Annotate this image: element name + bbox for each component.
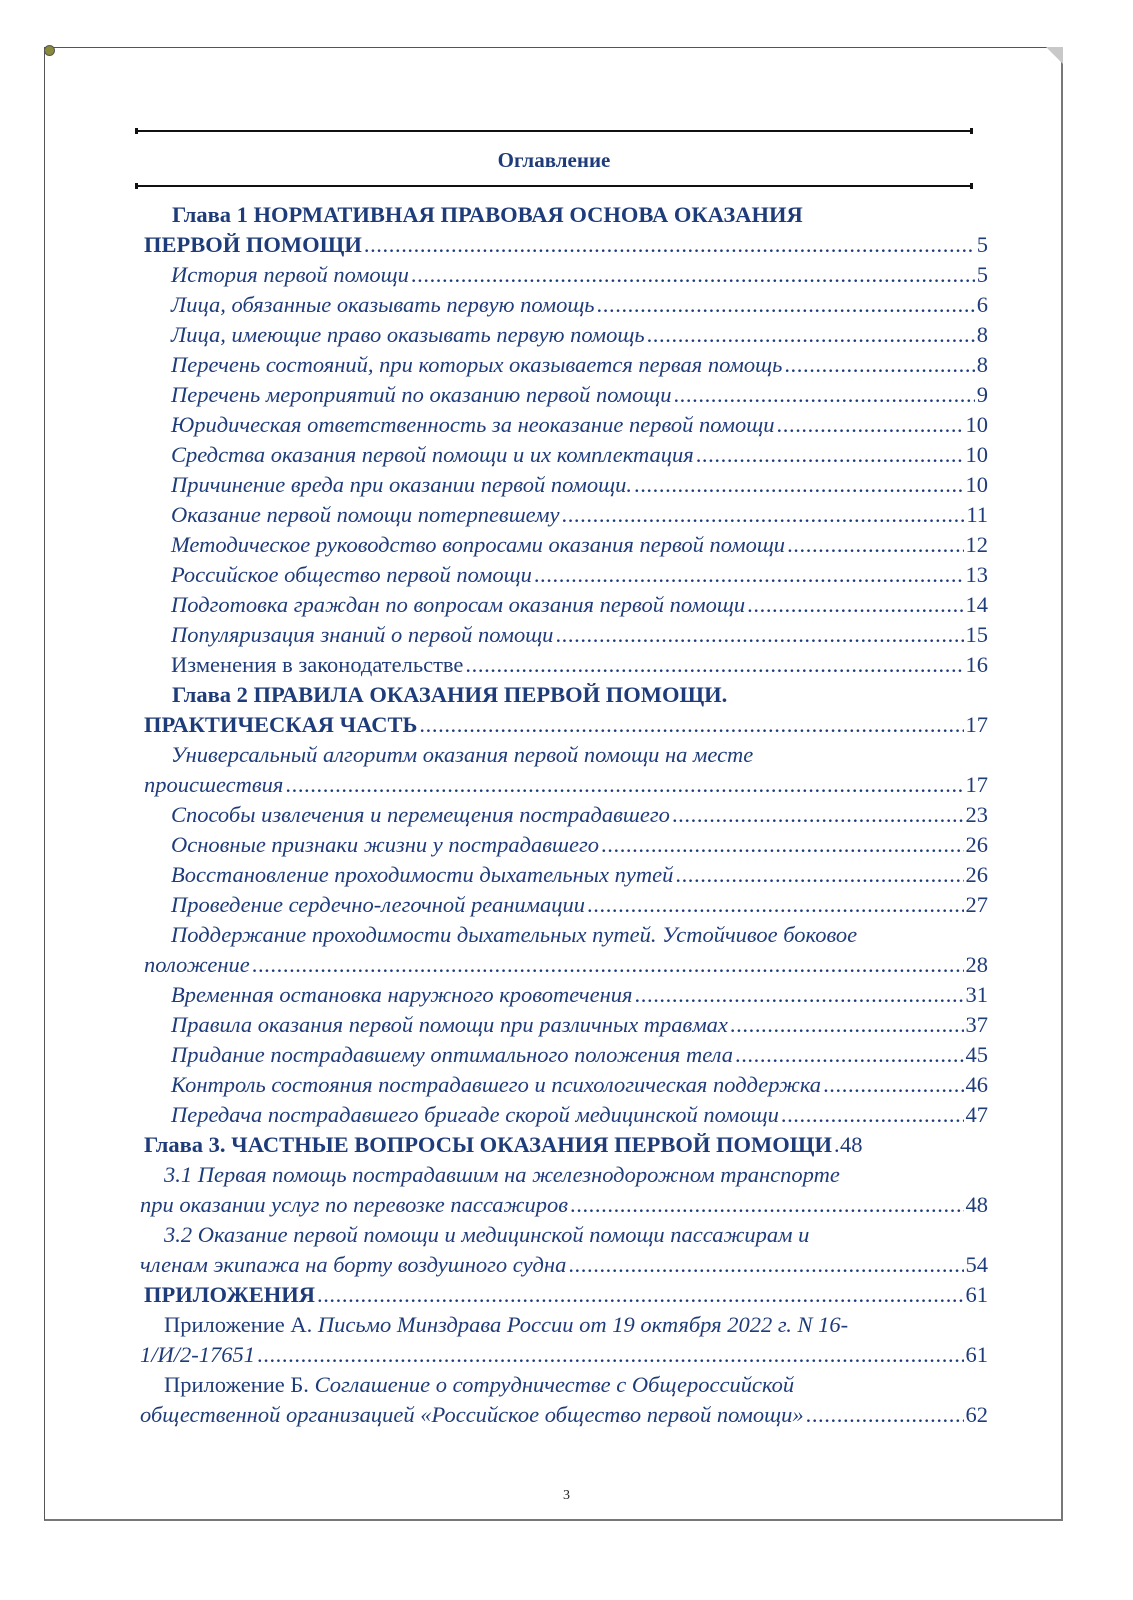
dot-leader [781, 1100, 964, 1130]
chapter-title-line2: ПЕРВОЙ ПОМОЩИ [144, 232, 362, 257]
toc-item-text-line1: 3.1 Первая помощь пострадавшим на железнодорожном транспорте [164, 1162, 840, 1187]
toc-item[interactable] [140, 980, 988, 1010]
toc-item[interactable] [140, 1220, 988, 1280]
page-ref: 62 [965, 1402, 988, 1427]
toc-item[interactable] [140, 260, 988, 290]
page-ref: 28 [965, 952, 988, 977]
toc-item[interactable] [140, 890, 988, 920]
toc-item-text: Проведение сердечно-легочной реанимации [171, 892, 586, 917]
page-ref: 15 [965, 622, 988, 647]
dot-leader [465, 650, 963, 680]
dot-leader [597, 290, 975, 320]
toc-item-text-line2: положение [144, 952, 250, 977]
toc-item-text: Восстановление проходимости дыхательных путей [171, 862, 674, 887]
toc-item-text: Лица, обязанные оказывать первую помощь [171, 292, 595, 317]
dot-leader [252, 950, 964, 980]
toc-item[interactable] [140, 620, 988, 650]
dot-leader [675, 860, 963, 890]
toc-item-text: Лица, имеющие право оказывать первую помощь [171, 322, 645, 347]
dot-leader [634, 470, 964, 500]
toc-item-text: Средства оказания первой помощи и их комплектация [171, 442, 694, 467]
page-ref: 10 [965, 412, 988, 437]
page-ref: 17 [965, 772, 988, 797]
page-ref: 48 [965, 1192, 988, 1217]
toc-item[interactable] [140, 320, 988, 350]
corner-marker [44, 45, 55, 56]
toc-chapter-2[interactable] [140, 680, 988, 740]
page-ref: 13 [965, 562, 988, 587]
appendix-title: ПРИЛОЖЕНИЯ [144, 1282, 315, 1307]
dot-leader [806, 1400, 964, 1430]
toc-item-text: Оказание первой помощи потерпевшему [171, 502, 560, 527]
page-number: 3 [563, 1488, 570, 1503]
toc-item-text: История первой помощи [171, 262, 409, 287]
toc-item[interactable] [140, 1160, 988, 1220]
toc-item-text-line1: 3.2 Оказание первой помощи и медицинской помощи пассажирам и [164, 1222, 810, 1247]
dot-leader [568, 1250, 963, 1280]
dot-leader [730, 1010, 964, 1040]
toc-item-text-line2: 1/И/2-17651 [140, 1342, 255, 1367]
dot-leader [787, 530, 963, 560]
appendix-label: Приложение Б. [164, 1372, 309, 1397]
toc-item[interactable] [140, 1040, 988, 1070]
toc-item-text: Юридическая ответственность за неоказание первой помощи [171, 412, 775, 437]
appendix-label: Приложение А. [164, 1312, 313, 1337]
toc-item[interactable] [140, 1070, 988, 1100]
dot-leader [647, 320, 975, 350]
page-ref: 54 [965, 1252, 988, 1277]
page-ref: 8 [976, 322, 988, 347]
dot-leader [364, 230, 975, 260]
page-ref: 46 [965, 1072, 988, 1097]
chapter-title-line1: Глава 2 ПРАВИЛА ОКАЗАНИЯ ПЕРВОЙ ПОМОЩИ. [172, 682, 728, 707]
toc-item-text-line1: Поддержание проходимости дыхательных путей. Устойчивое боковое [171, 922, 858, 947]
toc-item-text-line2: общественной организацией «Российское общество первой помощи» [140, 1402, 804, 1427]
toc-item-text: Контроль состояния пострадавшего и психологическая поддержка [171, 1072, 822, 1097]
dot-leader [419, 710, 963, 740]
page-ref: 16 [965, 652, 988, 677]
toc-item-text: Подготовка граждан по вопросам оказания первой помощи [171, 592, 746, 617]
toc-item[interactable] [140, 800, 988, 830]
page-ref: 23 [965, 802, 988, 827]
toc-item-text: Изменения в законодательстве [171, 652, 464, 677]
page-ref: 9 [976, 382, 988, 407]
dot-leader [672, 800, 964, 830]
toc-appendix[interactable] [140, 1280, 988, 1310]
dot-leader [561, 500, 964, 530]
dot-leader [555, 620, 963, 650]
dot-leader [777, 410, 964, 440]
page-ref: 27 [965, 892, 988, 917]
page-ref: 17 [965, 712, 988, 737]
chapter-title-line2: ПРАКТИЧЕСКАЯ ЧАСТЬ [144, 712, 418, 737]
toc-item[interactable] [140, 440, 988, 470]
page-ref: 47 [965, 1102, 988, 1127]
dot-leader [601, 830, 963, 860]
page-ref: 10 [965, 442, 988, 467]
page-ref: 61 [965, 1342, 988, 1367]
page-ref: 26 [965, 862, 988, 887]
toc-item[interactable] [140, 650, 988, 680]
toc-item-text-line2: происшествия [144, 772, 284, 797]
page-ref: 6 [976, 292, 988, 317]
dot-leader [570, 1190, 964, 1220]
toc-item-text: Методическое руководство вопросами оказания первой помощи [171, 532, 786, 557]
toc-item[interactable] [140, 380, 988, 410]
toc-item[interactable] [140, 350, 988, 380]
toc-appendix-item[interactable] [140, 1370, 988, 1430]
dot-leader [534, 560, 964, 590]
toc-appendix-item[interactable] [140, 1310, 988, 1370]
top-rule [135, 130, 973, 132]
dot-leader [834, 1130, 838, 1160]
toc-item-text-line2: членам экипажа на борту воздушного судна [140, 1252, 567, 1277]
toc-item-text: Временная остановка наружного кровотечения [171, 982, 633, 1007]
toc-item[interactable] [140, 530, 988, 560]
page-ref: 26 [965, 832, 988, 857]
dot-leader [735, 1040, 964, 1070]
toc-item-text-line1: Письмо Минздрава России от 19 октября 2022 г. N 16- [317, 1312, 849, 1337]
page-ref: 11 [966, 502, 988, 527]
table-of-contents [140, 200, 988, 1430]
toc-item[interactable] [140, 290, 988, 320]
toc-item-text: Придание пострадавшему оптимального положения тела [171, 1042, 733, 1067]
dot-leader [587, 890, 963, 920]
page-ref: 37 [965, 1012, 988, 1037]
dot-leader [784, 350, 974, 380]
toc-item-text: Причинение вреда при оказании первой помощи. [171, 472, 632, 497]
page-ref: 10 [965, 472, 988, 497]
dot-leader [747, 590, 963, 620]
dot-leader [257, 1340, 964, 1370]
dot-leader [823, 1070, 963, 1100]
toc-item-text: Перечень состояний, при которых оказывается первая помощь [171, 352, 783, 377]
dot-leader [696, 440, 964, 470]
dot-leader [317, 1280, 964, 1310]
toc-item[interactable] [140, 410, 988, 440]
toc-item[interactable] [140, 830, 988, 860]
dot-leader [285, 770, 963, 800]
page-ref: 31 [965, 982, 988, 1007]
chapter-title-line1: Глава 1 НОРМАТИВНАЯ ПРАВОВАЯ ОСНОВА ОКАЗАНИЯ [172, 202, 803, 227]
toc-item[interactable] [140, 860, 988, 890]
toc-item[interactable] [140, 920, 988, 980]
dot-leader [411, 260, 975, 290]
toc-item-text-line1: Соглашение о сотрудничестве с Общероссийской [314, 1372, 795, 1397]
page-ref: 48 [840, 1132, 863, 1157]
toc-item[interactable] [140, 590, 988, 620]
toc-item[interactable] [140, 740, 988, 800]
page-ref: 5 [976, 232, 988, 257]
toc-item-text: Основные признаки жизни у пострадавшего [171, 832, 600, 857]
dot-leader [673, 380, 974, 410]
toc-item[interactable] [140, 1100, 988, 1130]
toc-item[interactable] [140, 560, 988, 590]
page-ref: 45 [965, 1042, 988, 1067]
toc-item-text: Российское общество первой помощи [171, 562, 532, 587]
page-fold-corner [1046, 47, 1063, 64]
toc-item-text: Перечень мероприятий по оказанию первой помощи [171, 382, 672, 407]
page-ref: 12 [965, 532, 988, 557]
toc-title: Оглавление [497, 148, 611, 172]
page-ref: 61 [965, 1282, 988, 1307]
dot-leader [635, 980, 964, 1010]
toc-item[interactable] [140, 470, 988, 500]
page-ref: 14 [965, 592, 988, 617]
toc-item-text-line1: Универсальный алгоритм оказания первой помощи на месте [171, 742, 754, 767]
toc-item-text: Способы извлечения и перемещения пострадавшего [171, 802, 670, 827]
page-ref: 8 [976, 352, 988, 377]
toc-item-text: Популяризация знаний о первой помощи [171, 622, 554, 647]
toc-item-text-line2: при оказании услуг по перевозке пассажиров [140, 1192, 568, 1217]
bottom-rule [135, 185, 973, 187]
toc-chapter-1[interactable] [140, 200, 988, 260]
toc-item[interactable] [140, 1010, 988, 1040]
toc-item-text: Передача пострадавшего бригаде скорой медицинской помощи [171, 1102, 779, 1127]
toc-item-text: Правила оказания первой помощи при различных травмах [171, 1012, 728, 1037]
toc-chapter-3[interactable] [140, 1130, 988, 1160]
page-ref: 5 [976, 262, 988, 287]
chapter-title: Глава 3. ЧАСТНЫЕ ВОПРОСЫ ОКАЗАНИЯ ПЕРВОЙ ПОМОЩИ [144, 1132, 833, 1157]
toc-item[interactable] [140, 500, 988, 530]
